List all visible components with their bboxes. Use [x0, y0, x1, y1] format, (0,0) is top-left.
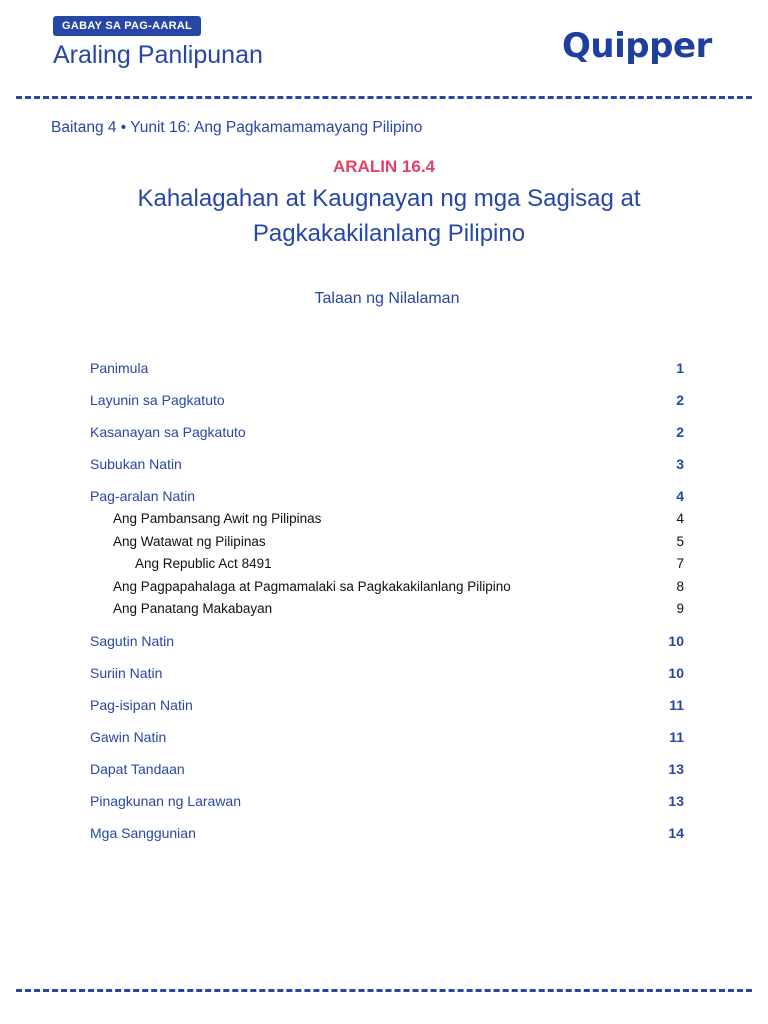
toc-entry-title: Ang Panatang Makabayan [113, 601, 273, 616]
toc-entry[interactable] [90, 632, 684, 650]
toc-entry-page: 10 [668, 633, 684, 649]
toc-entry-title: Kasanayan sa Pagkatuto [90, 424, 246, 440]
toc-entry[interactable] [90, 510, 684, 528]
toc-entry-page: 2 [676, 392, 684, 408]
bottom-divider [16, 989, 752, 992]
toc-entry-page: 1 [676, 360, 684, 376]
toc-entry-page: 11 [669, 697, 684, 713]
toc-entry[interactable] [90, 533, 684, 551]
toc-entry-title: Panimula [90, 360, 149, 376]
toc-entry[interactable] [90, 728, 684, 746]
toc-entry-title: Ang Republic Act 8491 [135, 556, 272, 571]
toc-entry-page: 11 [669, 729, 684, 745]
toc-entry-page: 7 [676, 556, 684, 571]
toc-entry[interactable] [90, 664, 684, 682]
toc-entry-page: 13 [668, 793, 684, 809]
toc-entry[interactable] [90, 824, 684, 842]
toc-entry[interactable] [90, 696, 684, 714]
toc-entry-title: Ang Pambansang Awit ng Pilipinas [113, 511, 322, 526]
toc-entry-title: Ang Watawat ng Pilipinas [113, 533, 266, 549]
toc-entry-page: 2 [676, 424, 684, 440]
toc-entry-title: Ang Pagpapahalaga at Pagmamalaki sa Pagkakakilanlang Pilipino [113, 578, 511, 594]
toc-entry[interactable] [90, 578, 684, 596]
toc-entry-title: Pinagkunan ng Larawan [90, 793, 242, 809]
guide-badge: GABAY SA PAG-AARAL [53, 16, 201, 36]
lesson-number: ARALIN 16.4 [332, 157, 436, 176]
toc-entry[interactable] [90, 359, 684, 377]
toc-entry[interactable] [90, 423, 684, 441]
toc-entry[interactable] [90, 555, 684, 573]
toc-entry-page: 8 [676, 578, 684, 594]
toc-entry-page: 13 [668, 761, 684, 777]
toc-entry-title: Suriin Natin [90, 665, 163, 681]
toc-entry-page: 3 [676, 456, 684, 472]
toc-entry-title: Pag-aralan Natin [90, 488, 196, 504]
toc-entry-title: Mga Sanggunian [90, 825, 196, 841]
toc-entry[interactable] [90, 760, 684, 778]
toc-entry-page: 5 [676, 533, 684, 549]
toc-entry-page: 4 [676, 511, 684, 526]
top-divider [16, 96, 752, 99]
toc-entry[interactable] [90, 792, 684, 810]
toc-entry[interactable] [90, 455, 684, 473]
lesson-title-line-2: Pagkakakilanlang Pilipino [252, 220, 526, 247]
toc-entry-page: 4 [676, 488, 684, 504]
toc-entry-title: Sagutin Natin [90, 633, 175, 649]
toc-entry-page: 9 [676, 601, 684, 616]
breadcrumb: Baitang 4 • Yunit 16: Ang Pagkamamamayang Pilipino [51, 119, 423, 136]
toc-entry-title: Subukan Natin [90, 456, 182, 472]
toc-entry[interactable] [90, 391, 684, 409]
toc-entry-title: Dapat Tandaan [90, 761, 185, 777]
toc-entry-title: Layunin sa Pagkatuto [90, 392, 225, 408]
lesson-title [0, 181, 768, 251]
toc-entry-title: Gawin Natin [90, 729, 167, 745]
quipper-logo: Quipper [562, 26, 712, 66]
subject-title: Araling Panlipunan [53, 41, 263, 69]
toc-entry[interactable] [90, 600, 684, 618]
toc-entry-page: 10 [668, 665, 684, 681]
lesson-title-line-1: Kahalagahan at Kaugnayan ng mga Sagisag at [137, 185, 641, 212]
toc-entry-page: 14 [668, 825, 684, 841]
toc-entry-title: Pag-isipan Natin [90, 697, 193, 713]
toc-entry[interactable] [90, 487, 684, 505]
toc-heading: Talaan ng Nilalaman [314, 290, 460, 307]
